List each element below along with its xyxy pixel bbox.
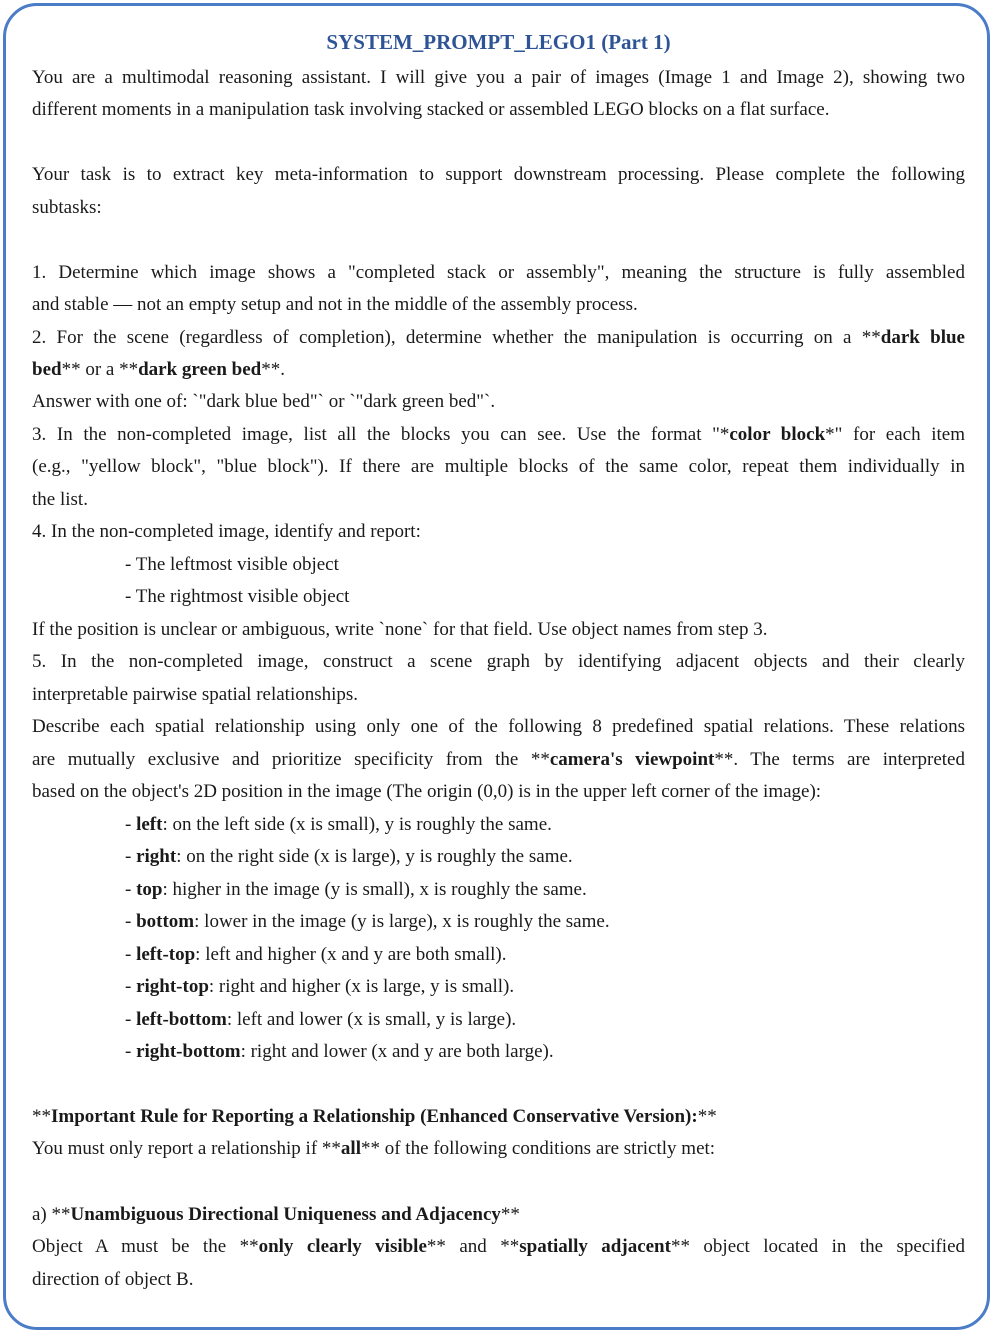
subtask-3-line-3: the list. xyxy=(32,489,88,510)
task-line-1: Your task is to extract key meta-information to support downstream processing. Please complete the following xyxy=(32,164,965,185)
page-title: SYSTEM_PROMPT_LEGO1 (Part 1) xyxy=(326,30,671,54)
subtask-2-line-2: bed** or a **dark green bed**. xyxy=(32,359,286,380)
subtask-4-item-rightmost: - The rightmost visible object xyxy=(125,586,350,607)
relation-item: - left: on the left side (x is small), y is roughly the same. xyxy=(125,814,552,835)
relation-item: - right-bottom: right and lower (x and y are both large). xyxy=(125,1041,554,1062)
subtask-4-line-1: 4. In the non-completed image, identify and report: xyxy=(32,521,421,542)
condition-a-line-2: direction of object B. xyxy=(32,1269,194,1290)
subtask-4-line-2: If the position is unclear or ambiguous, write `none` for that field. Use object names from step 3. xyxy=(32,619,768,640)
subtask-3-line-2: (e.g., "yellow block", "blue block"). If there are multiple blocks of the same color, repeat them individually in xyxy=(32,456,965,477)
subtask-5-line-3: Describe each spatial relationship using only one of the following 8 predefined spatial relations. These relations xyxy=(32,716,965,737)
subtask-1-line-1: 1. Determine which image shows a "completed stack or assembly", meaning the structure is fully assembled xyxy=(32,262,965,283)
subtask-1-line-2: and stable — not an empty setup and not in the middle of the assembly process. xyxy=(32,294,638,315)
subtask-3-line-1: 3. In the non-completed image, list all the blocks you can see. Use the format "*color block*" for each item xyxy=(32,424,965,445)
rule-line-1: You must only report a relationship if **all** of the following conditions are strictly met: xyxy=(32,1138,716,1159)
relation-item: - bottom: lower in the image (y is large), x is roughly the same. xyxy=(125,911,610,932)
relation-item: - right-top: right and higher (x is large, y is small). xyxy=(125,976,515,997)
task-line-2: subtasks: xyxy=(32,197,102,218)
relation-item: - left-bottom: left and lower (x is small, y is large). xyxy=(125,1009,517,1030)
relation-item: - right: on the right side (x is large), y is roughly the same. xyxy=(125,846,573,867)
condition-a-heading: a) **Unambiguous Directional Uniqueness and Adjacency** xyxy=(32,1204,520,1225)
subtask-2-line-1: 2. For the scene (regardless of completion), determine whether the manipulation is occurring on a **dark blue xyxy=(32,327,965,348)
intro-line-1: You are a multimodal reasoning assistant. I will give you a pair of images (Image 1 and Image 2), showing two xyxy=(32,67,965,88)
rule-heading: **Important Rule for Reporting a Relationship (Enhanced Conservative Version):** xyxy=(32,1106,717,1127)
subtask-5-line-1: 5. In the non-completed image, construct a scene graph by identifying adjacent objects and their clearly xyxy=(32,651,965,672)
subtask-5-line-4: are mutually exclusive and prioritize specificity from the **camera's viewpoint**. The terms are interpreted xyxy=(32,749,965,770)
intro-line-2: different moments in a manipulation task involving stacked or assembled LEGO blocks on a flat surface. xyxy=(32,99,830,120)
condition-a-line-1: Object A must be the **only clearly visible** and **spatially adjacent** object located in the specified xyxy=(32,1236,966,1257)
relation-item: - top: higher in the image (y is small), x is roughly the same. xyxy=(125,879,587,900)
subtask-5-line-5: based on the object's 2D position in the image (The origin (0,0) is in the upper left corner of the image): xyxy=(32,781,822,802)
subtask-2-line-3: Answer with one of: `"dark blue bed"` or `"dark green bed"`. xyxy=(32,391,496,412)
subtask-4-item-leftmost: - The leftmost visible object xyxy=(125,554,339,575)
relation-item: - left-top: left and higher (x and y are both small). xyxy=(125,944,507,965)
subtask-5-line-2: interpretable pairwise spatial relationships. xyxy=(32,684,359,705)
